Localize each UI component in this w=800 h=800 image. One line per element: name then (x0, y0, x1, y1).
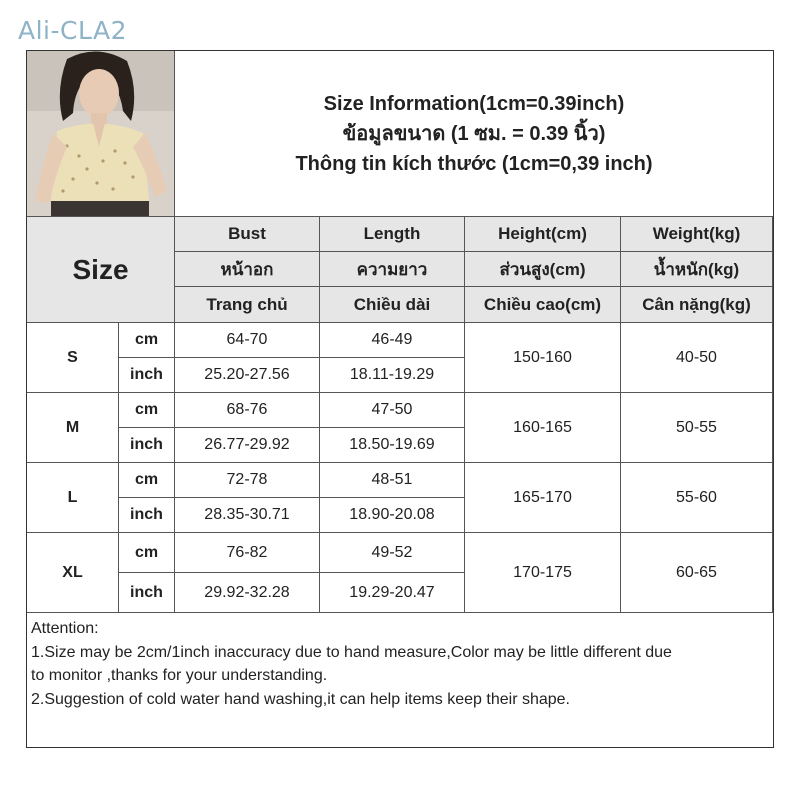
unit-cm: cm (119, 393, 175, 428)
unit-cm: cm (119, 533, 175, 573)
size-l: L (27, 463, 119, 533)
header-length-thai: ความยาว (320, 252, 465, 287)
height-range: 170-175 (465, 533, 621, 613)
header-bust-viet: Trang chủ (175, 287, 320, 323)
unit-inch: inch (119, 358, 175, 393)
weight-range: 60-65 (621, 533, 773, 613)
notes-line-1-cont: to monitor ,thanks for your understanding. (31, 667, 328, 684)
info-english: Size Information(1cm=0.39inch) (323, 92, 625, 115)
bust-cm: 68-76 (175, 393, 320, 428)
length-cm: 48-51 (320, 463, 465, 498)
info-thai: ข้อมูลขนาด (1 ซม. = 0.39 นิ้ว) (342, 122, 606, 145)
bust-inch: 25.20-27.56 (175, 358, 320, 393)
size-information-header (175, 51, 773, 217)
notes-line-1: 1.Size may be 2cm/1inch inaccuracy due to hand measure,Color may be little different due (31, 643, 672, 661)
size-chart (26, 50, 774, 748)
notes-line-2: 2.Suggestion of cold water hand washing,it can help items keep their shape. (31, 690, 570, 708)
model-illustration (27, 51, 175, 217)
length-inch: 19.29-20.47 (320, 573, 465, 613)
notes-title: Attention: (31, 620, 99, 637)
height-range: 165-170 (465, 463, 621, 533)
length-inch: 18.50-19.69 (320, 428, 465, 463)
height-range: 160-165 (465, 393, 621, 463)
product-photo (27, 51, 175, 217)
length-cm: 47-50 (320, 393, 465, 428)
header-length: Length (320, 217, 465, 252)
info-vietnamese: Thông tin kích thước (1cm=0,39 inch) (295, 152, 653, 175)
header-weight-viet: Cân nặng(kg) (621, 287, 773, 323)
header-bust: Bust (175, 217, 320, 252)
header-height-thai: ส่วนสูง(cm) (465, 252, 621, 287)
unit-inch: inch (119, 573, 175, 613)
bust-inch: 28.35-30.71 (175, 498, 320, 533)
watermark: Ali-CLA2 (18, 16, 127, 45)
bust-cm: 64-70 (175, 323, 320, 358)
bust-cm: 76-82 (175, 533, 320, 573)
header-bust-thai: หน้าอก (175, 252, 320, 287)
weight-range: 55-60 (621, 463, 773, 533)
length-inch: 18.90-20.08 (320, 498, 465, 533)
length-inch: 18.11-19.29 (320, 358, 465, 393)
size-m: M (27, 393, 119, 463)
bust-inch: 29.92-32.28 (175, 573, 320, 613)
header-height: Height(cm) (465, 217, 621, 252)
length-cm: 49-52 (320, 533, 465, 573)
bust-cm: 72-78 (175, 463, 320, 498)
attention-notes (27, 613, 773, 747)
bust-inch: 26.77-29.92 (175, 428, 320, 463)
weight-range: 40-50 (621, 323, 773, 393)
unit-inch: inch (119, 428, 175, 463)
header-weight: Weight(kg) (621, 217, 773, 252)
header-height-viet: Chiều cao(cm) (465, 287, 621, 323)
unit-cm: cm (119, 463, 175, 498)
height-range: 150-160 (465, 323, 621, 393)
length-cm: 46-49 (320, 323, 465, 358)
size-xl: XL (27, 533, 119, 613)
size-s: S (27, 323, 119, 393)
size-column-title: Size (27, 217, 175, 323)
header-length-viet: Chiều dài (320, 287, 465, 323)
weight-range: 50-55 (621, 393, 773, 463)
header-weight-thai: น้ำหนัก(kg) (621, 252, 773, 287)
unit-cm: cm (119, 323, 175, 358)
unit-inch: inch (119, 498, 175, 533)
